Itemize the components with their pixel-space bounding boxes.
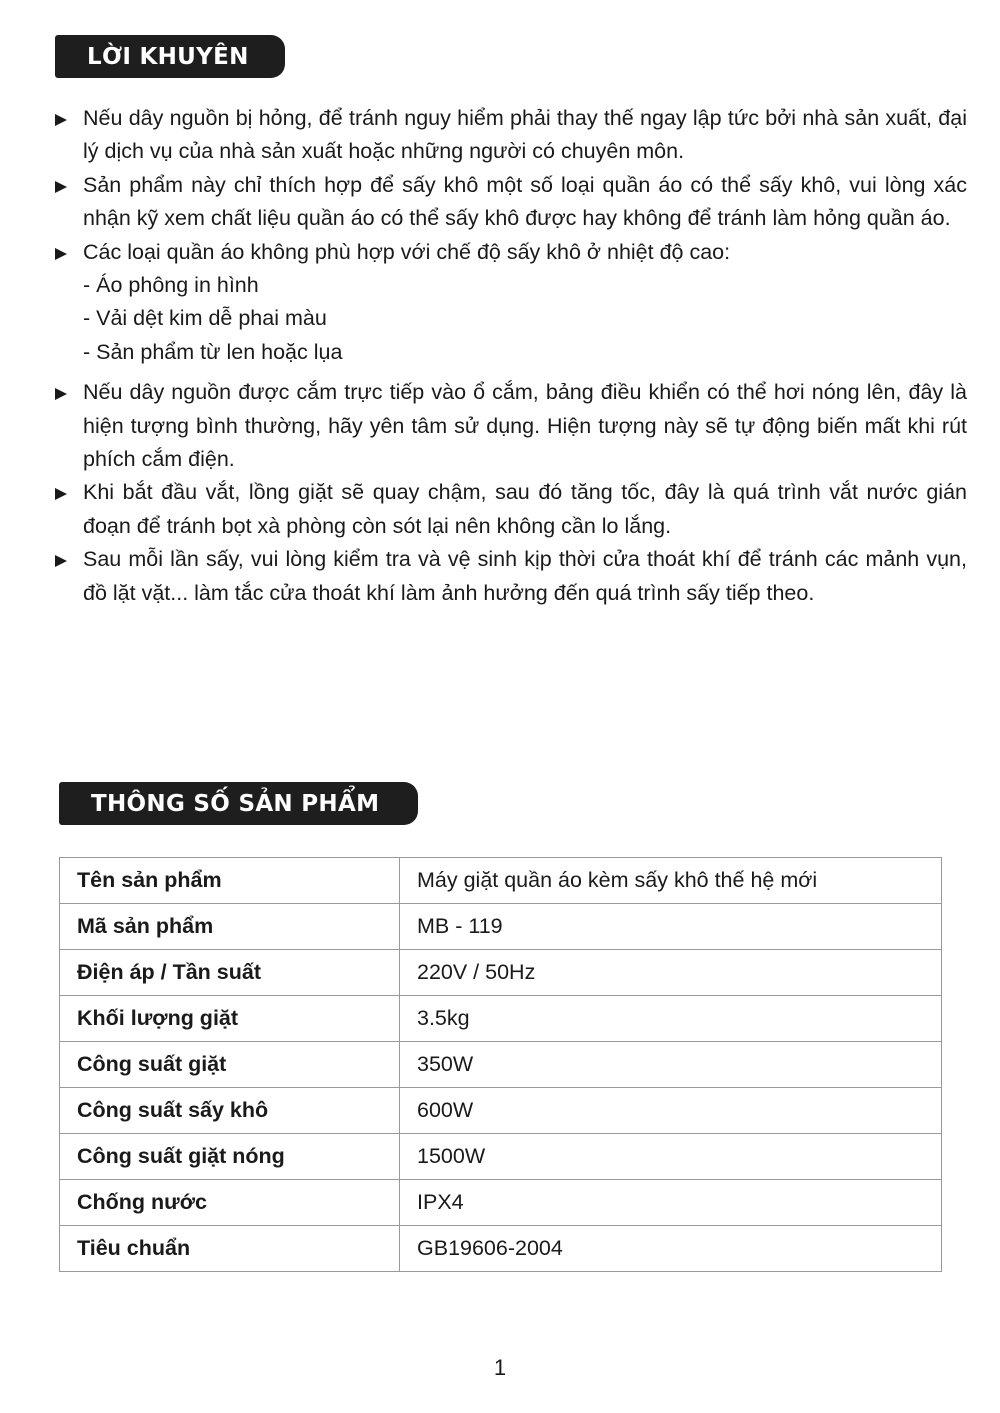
spec-value: GB19606-2004	[400, 1226, 942, 1272]
advice-title-text: LỜI KHUYÊN	[87, 43, 249, 70]
spec-label: Công suất giặt nóng	[60, 1134, 400, 1180]
advice-item	[55, 543, 967, 610]
table-row	[60, 1226, 942, 1272]
spec-label: Chống nước	[60, 1180, 400, 1226]
advice-text: Các loại quần áo không phù hợp với chế độ sấy khô ở nhiệt độ cao:	[83, 239, 731, 264]
advice-text: Khi bắt đầu vắt, lồng giặt sẽ quay chậm, sau đó tăng tốc, đây là quá trình vắt nước gián đoạn để tránh bọt xà phòng còn sót lại nên không cần lo lắng.	[83, 480, 967, 538]
specs-section-title	[59, 782, 418, 825]
advice-item	[55, 376, 967, 476]
triangle-bullet-icon	[55, 181, 67, 193]
table-row	[60, 1042, 942, 1088]
spec-value: IPX4	[400, 1180, 942, 1226]
table-row	[60, 996, 942, 1042]
advice-text: Nếu dây nguồn bị hỏng, để tránh nguy hiểm phải thay thế ngay lập tức bởi nhà sản xuất, đại lý dịch vụ của nhà sản xuất hoặc những người có chuyên môn.	[83, 106, 967, 164]
advice-text: Sản phẩm này chỉ thích hợp để sấy khô một số loại quần áo có thể sấy khô, vui lòng xác nhận kỹ xem chất liệu quần áo có thể sấy khô được hay không để tránh làm hỏng quần áo.	[83, 172, 967, 231]
table-row	[60, 858, 942, 904]
spec-label: Mã sản phẩm	[60, 904, 400, 950]
advice-item	[55, 476, 967, 543]
table-row	[60, 950, 942, 996]
table-row	[60, 1088, 942, 1134]
advice-sub-item: - Vải dệt kim dễ phai màu	[83, 306, 327, 331]
table-row	[60, 1180, 942, 1226]
advice-text: Sau mỗi lần sấy, vui lòng kiểm tra và vệ sinh kịp thời cửa thoát khí để tránh các mảnh vụn, đồ lặt vặt... làm tắc cửa thoát khí làm ảnh hưởng đến quá trình sấy tiếp theo.	[83, 547, 967, 605]
triangle-bullet-icon	[55, 555, 67, 567]
advice-item	[55, 236, 967, 370]
spec-label: Tiêu chuẩn	[60, 1226, 400, 1272]
spec-value: MB - 119	[400, 904, 942, 950]
specs-table	[59, 857, 942, 1272]
spec-value: 1500W	[400, 1134, 942, 1180]
page-number: 1	[493, 1355, 507, 1380]
spec-value: 350W	[400, 1042, 942, 1088]
triangle-bullet-icon	[55, 248, 67, 260]
advice-section-title	[55, 35, 285, 78]
table-row	[60, 1134, 942, 1180]
advice-sub-item: - Sản phẩm từ len hoặc lụa	[83, 339, 343, 364]
spec-label: Công suất giặt	[60, 1042, 400, 1088]
advice-text: Nếu dây nguồn được cắm trực tiếp vào ổ cắm, bảng điều khiển có thể hơi nóng lên, đây là hiện tượng bình thường, hãy yên tâm sử dụng. Hiện tượng này sẽ tự động biến mất khi rút phích cắm điện.	[83, 380, 967, 472]
spec-label: Tên sản phẩm	[60, 858, 400, 904]
advice-sub-item: - Áo phông in hình	[83, 273, 259, 298]
advice-item	[55, 169, 967, 236]
triangle-bullet-icon	[55, 388, 67, 400]
advice-list	[55, 102, 967, 610]
advice-item	[55, 102, 967, 169]
spec-label: Khối lượng giặt	[60, 996, 400, 1042]
specs-title-text: THÔNG SỐ SẢN PHẨM	[91, 790, 380, 817]
spec-value: 600W	[400, 1088, 942, 1134]
spec-value: Máy giặt quần áo kèm sấy khô thế hệ mới	[400, 858, 942, 904]
spec-label: Điện áp / Tần suất	[60, 950, 400, 996]
triangle-bullet-icon	[55, 114, 67, 126]
spec-value: 3.5kg	[400, 996, 942, 1042]
triangle-bullet-icon	[55, 488, 67, 500]
spec-label: Công suất sấy khô	[60, 1088, 400, 1134]
table-row	[60, 904, 942, 950]
spec-value: 220V / 50Hz	[400, 950, 942, 996]
